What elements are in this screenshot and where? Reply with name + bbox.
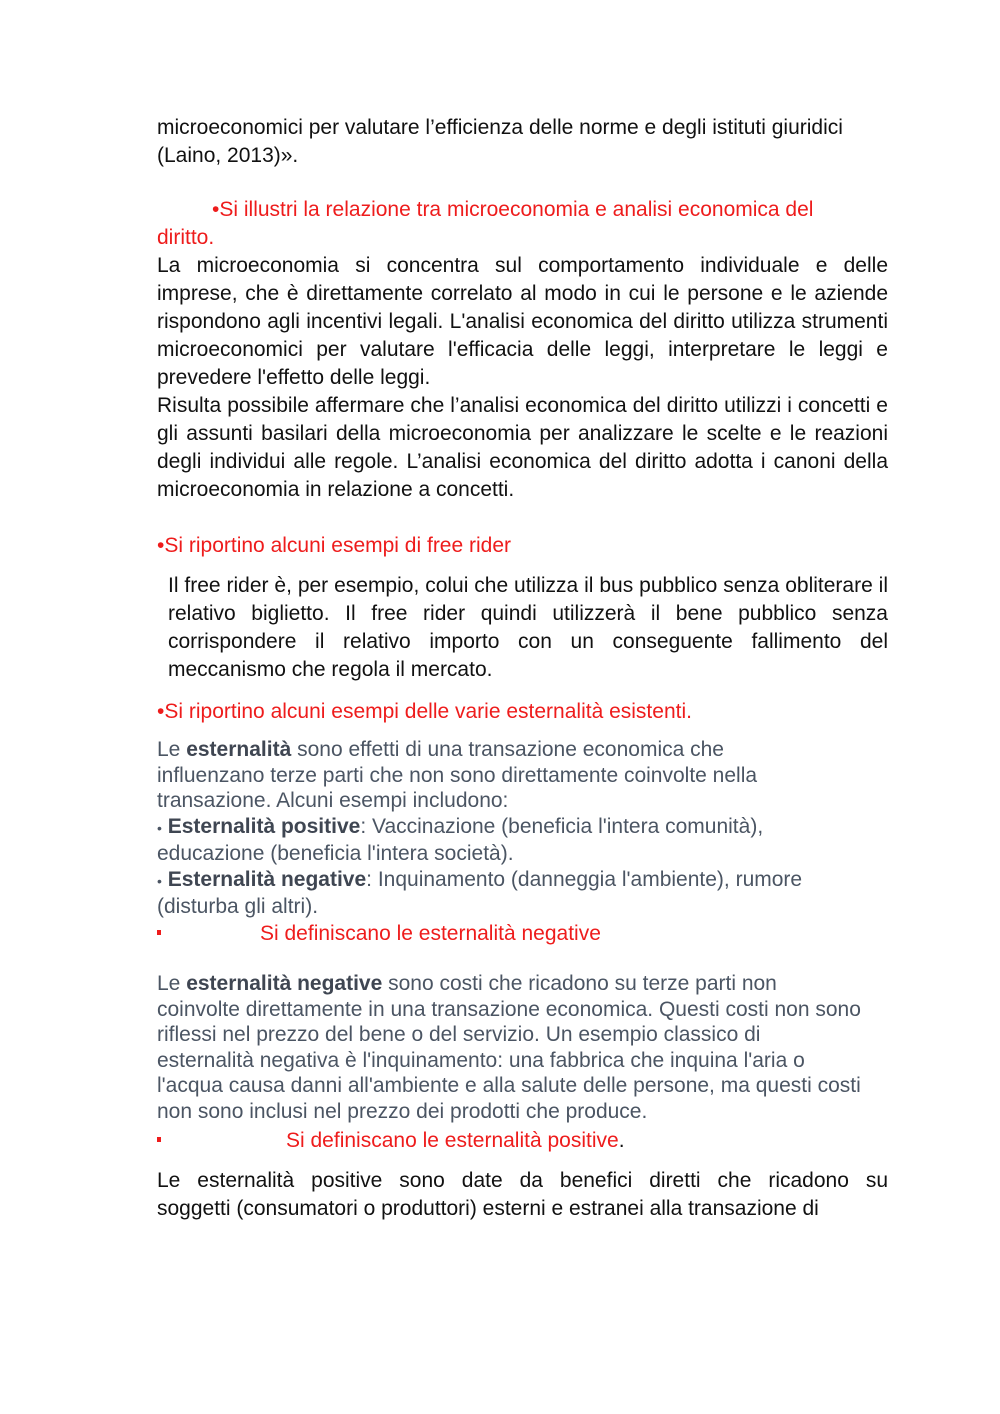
- list-item-negative: • Esternalità negative: Inquinamento (danneggia l'ambiente), rumore (disturba gli altri).: [157, 867, 803, 918]
- question-3-heading-text: Si riportino alcuni esempi delle varie esternalità esistenti.: [164, 700, 692, 723]
- term-esternalita: esternalità: [186, 738, 292, 761]
- answer-5-paragraph: [157, 1167, 888, 1223]
- answer-2-paragraph: Il free rider è, per esempio, colui che utilizza il bus pubblico senza obliterare il relativo biglietto. Il free rider quindi utilizzerà il bene pubblico senza corrispondere il relativo importo con un conseguente fallimento del meccanismo che regola il mercato.: [168, 574, 888, 681]
- intro-paragraph: [157, 114, 888, 170]
- question-1-heading-line-2: diritto.: [157, 226, 215, 249]
- answer-3-intro: Le esternalità sono effetti di una transazione economica che influenzano terze parti che non sono direttamente coinvolte nella transazione. Alcuni esempi includono:: [157, 738, 758, 812]
- list-item-positive: • Esternalità positive: Vaccinazione (beneficia l'intera comunità), educazione (beneficia l'intera società).: [157, 814, 764, 865]
- answer-3-block: [157, 737, 817, 920]
- question-2-heading: [157, 532, 888, 560]
- answer-1-paragraph-2: Risulta possibile affermare che l’analisi economica del diritto utilizzi i concetti e gli assunti basilari della microeconomia per analizzare le scelte e le reazioni degli individui alle regole. L’analisi economica del diritto adotta i canoni della microeconomia in relazione a concetti.: [157, 394, 888, 501]
- question-3-heading: [157, 698, 888, 726]
- answer-5-line-1: Le esternalità positive sono date da benefici diretti che ricadono su: [157, 1169, 888, 1192]
- intro-line-2: (Laino, 2013)».: [157, 144, 299, 167]
- answer-4-paragraph: Le esternalità negative sono costi che ricadono su terze parti non coinvolte direttamente in una transazione economica. Questi costi non sono riflessi nel prezzo del bene o del servizio. Un esempio classico di esternalità negativa è l'inquinamento: una fabbrica che inquina l'aria o l'acqua causa danni all'ambiente e alla salute delle persone, ma questi costi non sono inclusi nel prezzo dei prodotti che produce.: [157, 972, 861, 1123]
- bullet-icon: •: [157, 819, 162, 836]
- answer-1-paragraph-1: La microeconomia si concentra sul comportamento individuale e delle imprese, che è direttamente correlato al modo in cui le persone e le aziende rispondono agli incentivi legali. L'analisi economica del diritto utilizza strumenti microeconomici per valutare l'efficacia delle leggi, interpretare le leggi e prevedere l'effetto delle leggi.: [157, 254, 888, 389]
- question-4-heading: [157, 920, 888, 948]
- square-bullet-icon: [157, 1137, 161, 1142]
- question-1-heading-line-1: Si illustri la relazione tra microeconomia e analisi economica del: [219, 198, 814, 221]
- bullet-icon: •: [157, 700, 165, 723]
- intro-line-1: microeconomici per valutare l’efficienza delle norme e degli istituti giuridici: [157, 116, 843, 139]
- bullet-icon: •: [157, 872, 162, 889]
- question-2-heading-text: Si riportino alcuni esempi di free rider: [164, 534, 512, 557]
- question-5-heading: Si definiscano le esternalità positive.: [157, 1127, 888, 1155]
- term-esternalita-negative: esternalità negative: [186, 972, 383, 995]
- question-1-heading: [157, 196, 888, 252]
- answer-5-line-2: soggetti (consumatori o produttori) esterni e estranei alla transazione di: [157, 1197, 819, 1220]
- bullet-icon: •: [212, 198, 220, 221]
- question-4-heading-text: Si definiscano le esternalità negative: [260, 922, 601, 945]
- question-5-heading-text: Si definiscano le esternalità positive: [286, 1129, 619, 1152]
- bullet-icon: •: [157, 534, 165, 557]
- square-bullet-icon: [157, 930, 161, 935]
